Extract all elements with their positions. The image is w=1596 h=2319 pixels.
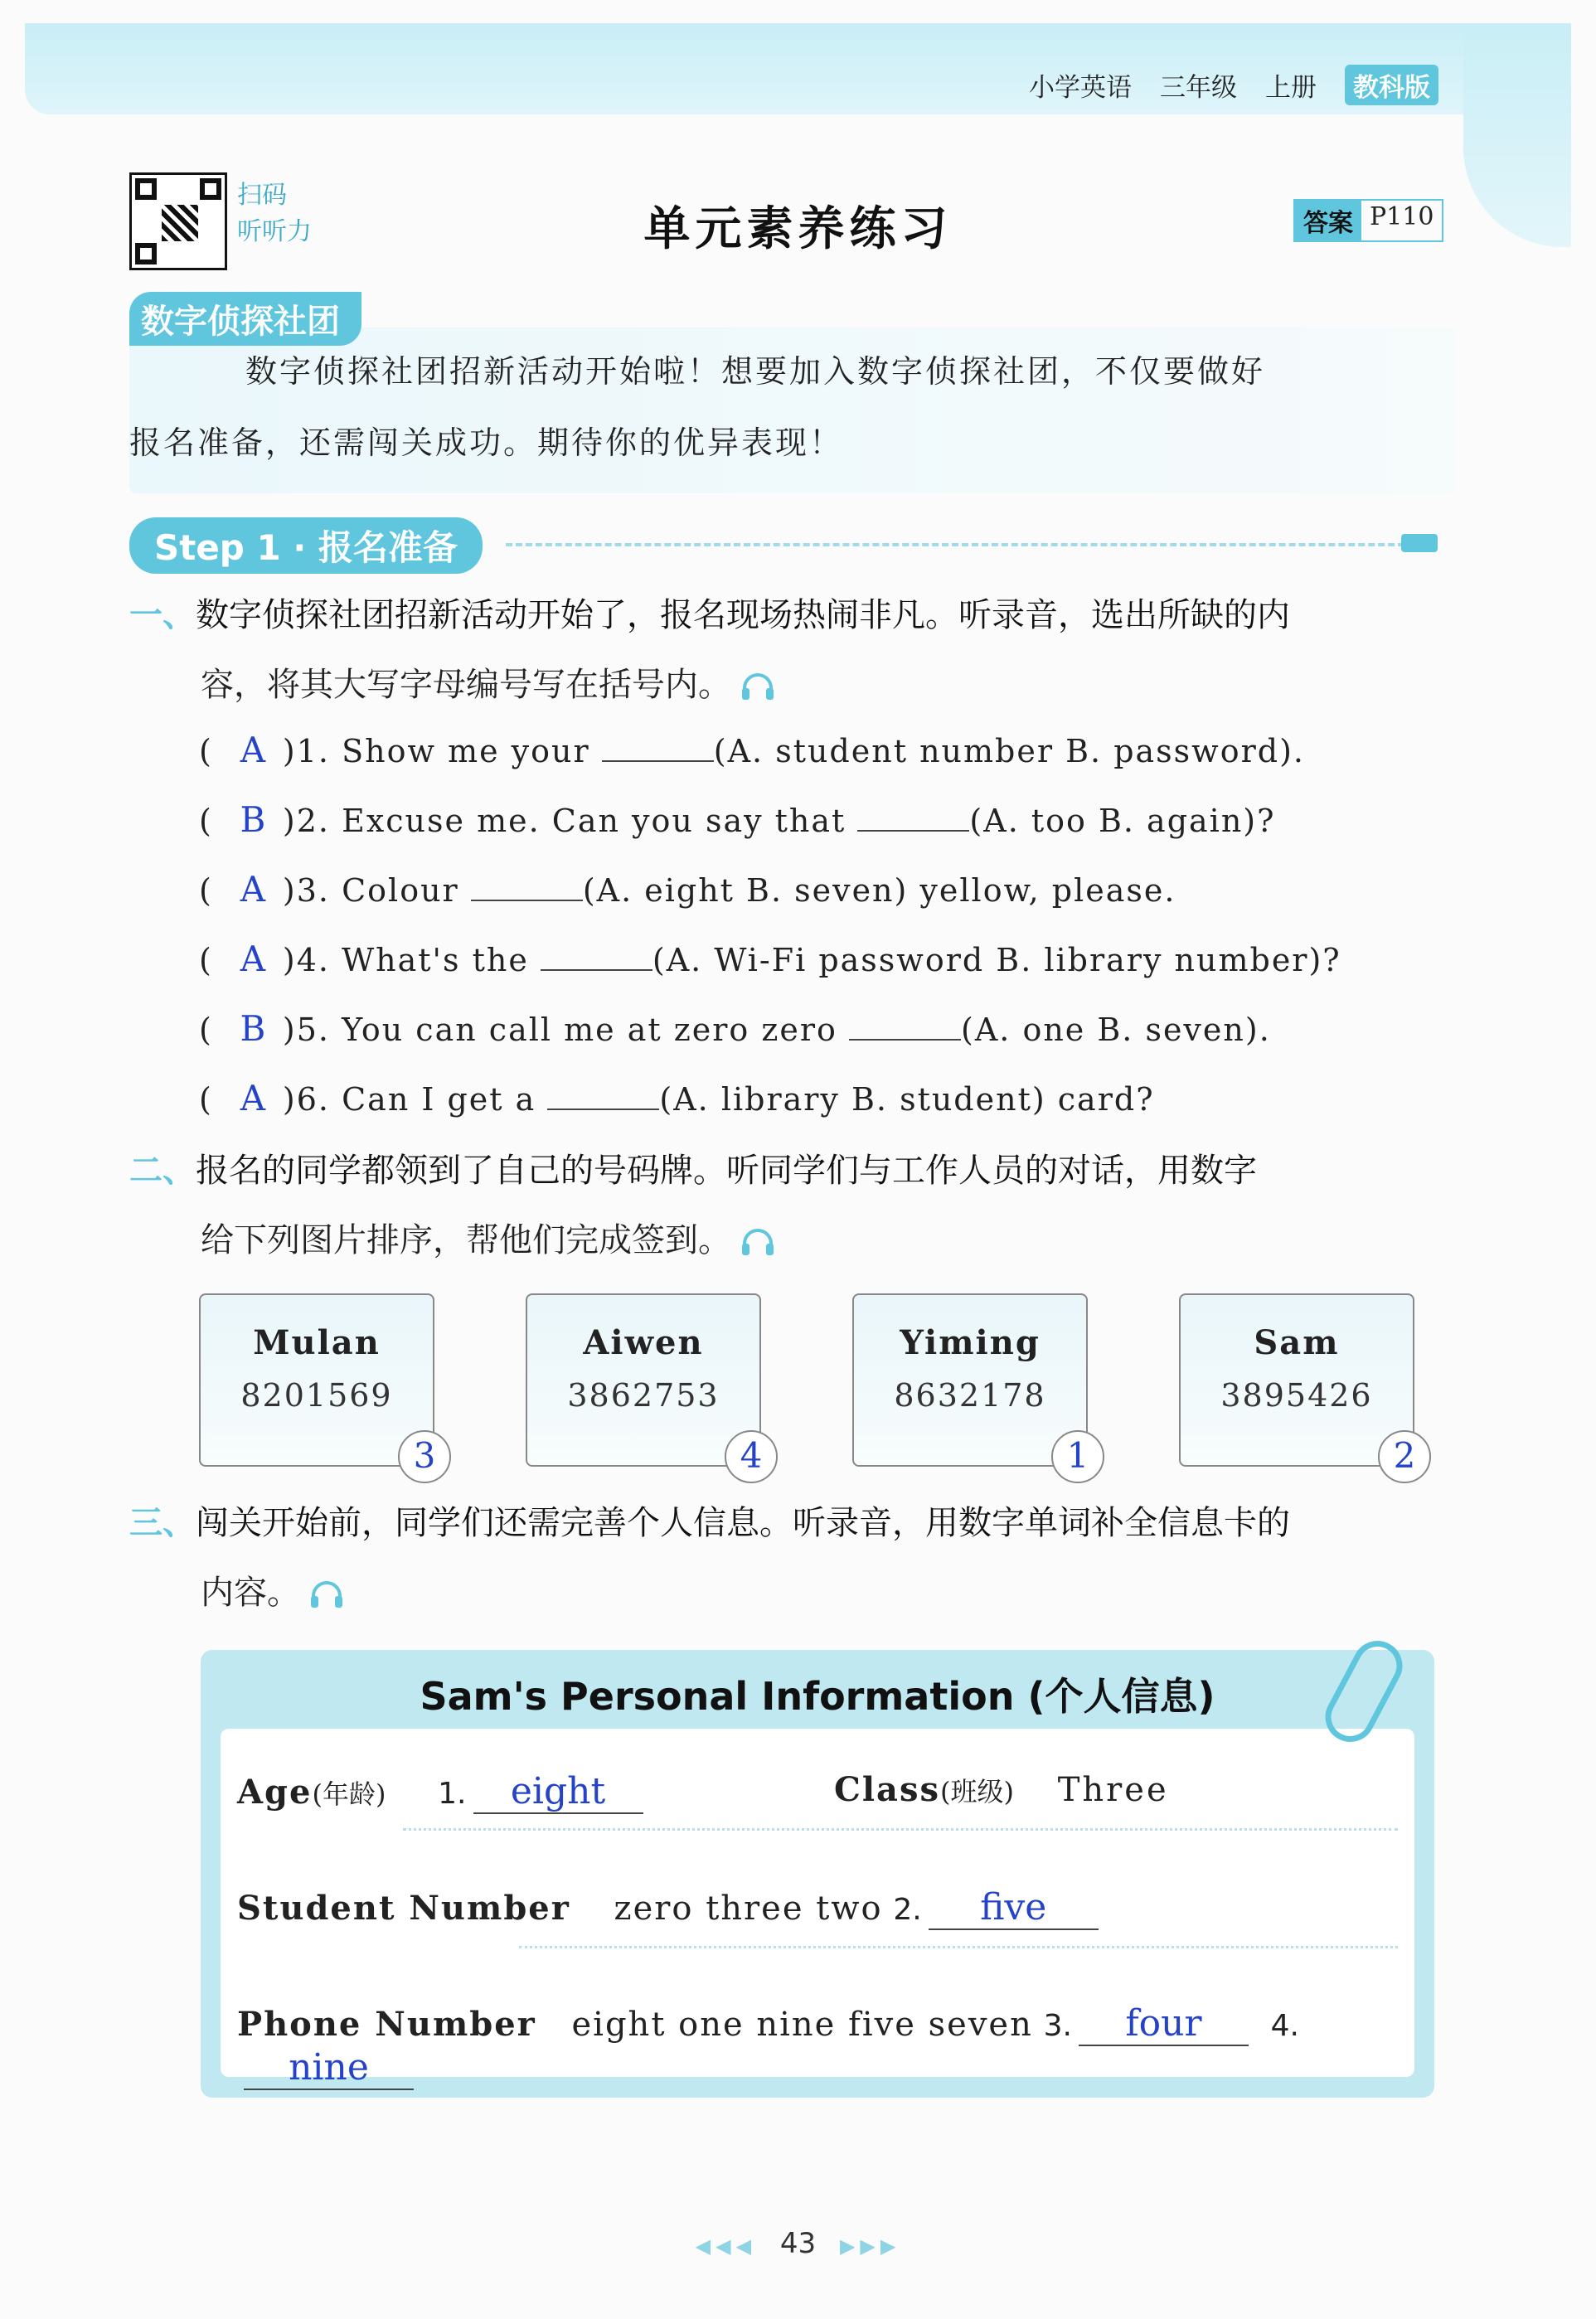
section3-line2: 内容。 — [201, 1574, 300, 1612]
q6-after: (A. library B. student) card? — [659, 1081, 1155, 1118]
order-badge[interactable]: 1 — [1051, 1430, 1104, 1483]
question-2: ( B )2. Excuse me. Can you say that (A. too B. again)? — [199, 799, 1276, 840]
question-5: ( B )5. You can call me at zero zero (A. one B. seven). — [199, 1008, 1271, 1049]
q3-blank — [471, 875, 583, 901]
card-yiming — [852, 1293, 1089, 1476]
step-divider — [506, 543, 1434, 546]
q1-number: )1. — [282, 733, 330, 769]
age-cn: (年龄) — [312, 1778, 386, 1810]
left-arrows: ◀◀◀ — [695, 2234, 757, 2258]
age-label: Age — [237, 1773, 313, 1812]
answer-1[interactable]: A — [240, 730, 268, 770]
q2-blank — [857, 805, 969, 832]
age-answer[interactable]: eight — [473, 1770, 643, 1814]
q4-blank — [541, 944, 652, 971]
scan-label-line2: 听听力 — [237, 217, 312, 246]
student-num: 2. — [893, 1893, 922, 1927]
q5-blank — [849, 1014, 961, 1041]
phone-number-label: Phone Number — [237, 2005, 536, 2044]
q5-after: (A. one B. seven). — [961, 1012, 1271, 1048]
q3-before: Colour — [342, 872, 459, 909]
answer-6[interactable]: A — [240, 1078, 268, 1118]
answer-reference — [1293, 199, 1443, 242]
class-label: Class — [834, 1770, 940, 1809]
student-answer[interactable]: five — [929, 1886, 1099, 1930]
card-name: Aiwen — [583, 1323, 704, 1362]
card-number: 3862753 — [567, 1377, 720, 1414]
page-number: 43 — [779, 2227, 817, 2260]
question-4: ( A )4. What's the (A. Wi-Fi password B. library number)? — [199, 939, 1341, 979]
q4-after: (A. Wi-Fi password B. library number)? — [652, 942, 1341, 978]
age-num: 1. — [438, 1777, 467, 1811]
section2-line1: 报名的同学都领到了自己的号码牌。听同学们与工作人员的对话，用数字 — [196, 1152, 1257, 1190]
pencil-icon — [1401, 534, 1438, 552]
card-name: Mulan — [253, 1323, 381, 1362]
club-intro — [129, 336, 1439, 510]
q2-number: )2. — [282, 803, 330, 839]
section1-line2: 容，将其大写字母编号写在括号内。 — [201, 666, 731, 704]
edition-badge: 教科版 — [1345, 65, 1438, 105]
card-sam — [1179, 1293, 1416, 1476]
headphones-icon[interactable] — [740, 1227, 776, 1257]
q5-before: You can call me at zero zero — [342, 1012, 837, 1048]
q3-number: )3. — [282, 872, 330, 909]
class-value: Three — [1057, 1771, 1169, 1809]
card-mulan — [199, 1293, 436, 1476]
section2-number: 二、 — [129, 1152, 196, 1190]
q6-before: Can I get a — [342, 1081, 536, 1118]
page-title: 单元素养练习 — [643, 202, 953, 256]
order-badge[interactable]: 3 — [398, 1430, 451, 1483]
student-number-row — [237, 1886, 1099, 1930]
section1-line1: 数字侦探社团招新活动开始了，报名现场热闹非凡。听录音，选出所缺的内 — [196, 596, 1290, 634]
section1-number: 一、 — [129, 596, 196, 634]
student-number-label: Student Number — [237, 1889, 570, 1928]
section3-prompt — [129, 1488, 1456, 1628]
phone-num-3: 3. — [1043, 2009, 1072, 2043]
scan-label-line1: 扫码 — [237, 181, 287, 210]
class-cn: (班级) — [940, 1776, 1014, 1807]
subject-label: 小学英语 — [1029, 73, 1132, 103]
age-row — [237, 1770, 643, 1814]
phone-number-text: eight one nine five seven — [571, 2006, 1033, 2044]
info-card-title: Sam's Personal Information (个人信息) — [420, 1674, 1215, 1719]
intro-line-1: 数字侦探社团招新活动开始啦！想要加入数字侦探社团，不仅要做好 — [245, 353, 1266, 390]
q1-after: (A. student number B. password). — [713, 733, 1305, 769]
phone-number-row — [237, 2002, 1414, 2090]
section1-prompt — [129, 580, 1456, 720]
question-3: ( A )3. Colour (A. eight B. seven) yellow, please. — [199, 869, 1176, 910]
q4-number: )4. — [282, 942, 330, 978]
phone-answer-4[interactable]: nine — [244, 2046, 414, 2090]
question-1: ( A )1. Show me your (A. student number B. password). — [199, 730, 1305, 770]
card-number: 8201569 — [240, 1377, 393, 1414]
question-6: ( A )6. Can I get a (A. library B. student) card? — [199, 1078, 1155, 1118]
section3-line1: 闯关开始前，同学们还需完善个人信息。听录音，用数字单词补全信息卡的 — [196, 1504, 1290, 1542]
volume-label: 上册 — [1265, 73, 1317, 103]
right-arrows: ▶▶▶ — [839, 2234, 901, 2258]
dotted-line — [403, 1828, 1398, 1831]
answer-ref-label: 答案 — [1295, 201, 1361, 240]
section2-prompt — [129, 1136, 1456, 1275]
answer-ref-page: P110 — [1370, 202, 1434, 231]
q2-before: Excuse me. Can you say that — [342, 803, 847, 839]
order-badge[interactable]: 2 — [1378, 1430, 1431, 1483]
q5-number: )5. — [282, 1012, 330, 1048]
q6-number: )6. — [282, 1081, 330, 1118]
section3-number: 三、 — [129, 1504, 196, 1542]
q6-blank — [547, 1084, 659, 1110]
card-name: Yiming — [900, 1323, 1041, 1362]
q4-before: What's the — [342, 942, 529, 978]
dotted-line — [519, 1946, 1398, 1948]
page-footer — [0, 2227, 1596, 2260]
intro-line-2: 报名准备，还需闯关成功。期待你的优异表现！ — [129, 425, 844, 461]
student-number-text: zero three two — [614, 1890, 883, 1928]
phone-answer-3[interactable]: four — [1079, 2002, 1249, 2046]
headphones-icon[interactable] — [308, 1579, 345, 1609]
q2-after: (A. too B. again)? — [969, 803, 1276, 839]
answer-3[interactable]: A — [240, 869, 268, 910]
card-number: 8632178 — [894, 1377, 1046, 1414]
phone-num-4: 4. — [1270, 2009, 1300, 2043]
answer-2[interactable]: B — [240, 799, 268, 840]
answer-5[interactable]: B — [240, 1008, 268, 1049]
step1-tag: Step 1 · 报名准备 — [129, 517, 483, 574]
book-meta — [1029, 65, 1438, 105]
card-name: Sam — [1254, 1323, 1340, 1362]
q1-blank — [602, 735, 714, 762]
card-number: 3895426 — [1220, 1377, 1373, 1414]
card-aiwen — [526, 1293, 763, 1476]
answer-4[interactable]: A — [240, 939, 268, 979]
grade-label: 三年级 — [1160, 73, 1237, 103]
number-cards — [199, 1293, 1443, 1476]
q3-after: (A. eight B. seven) yellow, please. — [582, 872, 1176, 909]
info-card — [201, 1650, 1434, 2098]
info-card-body — [221, 1729, 1414, 2089]
q1-before: Show me your — [342, 733, 590, 769]
club-tag: 数字侦探社团 — [129, 292, 361, 346]
order-badge[interactable]: 4 — [725, 1430, 778, 1483]
section2-line2: 给下列图片排序，帮他们完成签到。 — [201, 1221, 731, 1259]
headphones-icon[interactable] — [740, 672, 776, 701]
class-row — [834, 1770, 1169, 1809]
